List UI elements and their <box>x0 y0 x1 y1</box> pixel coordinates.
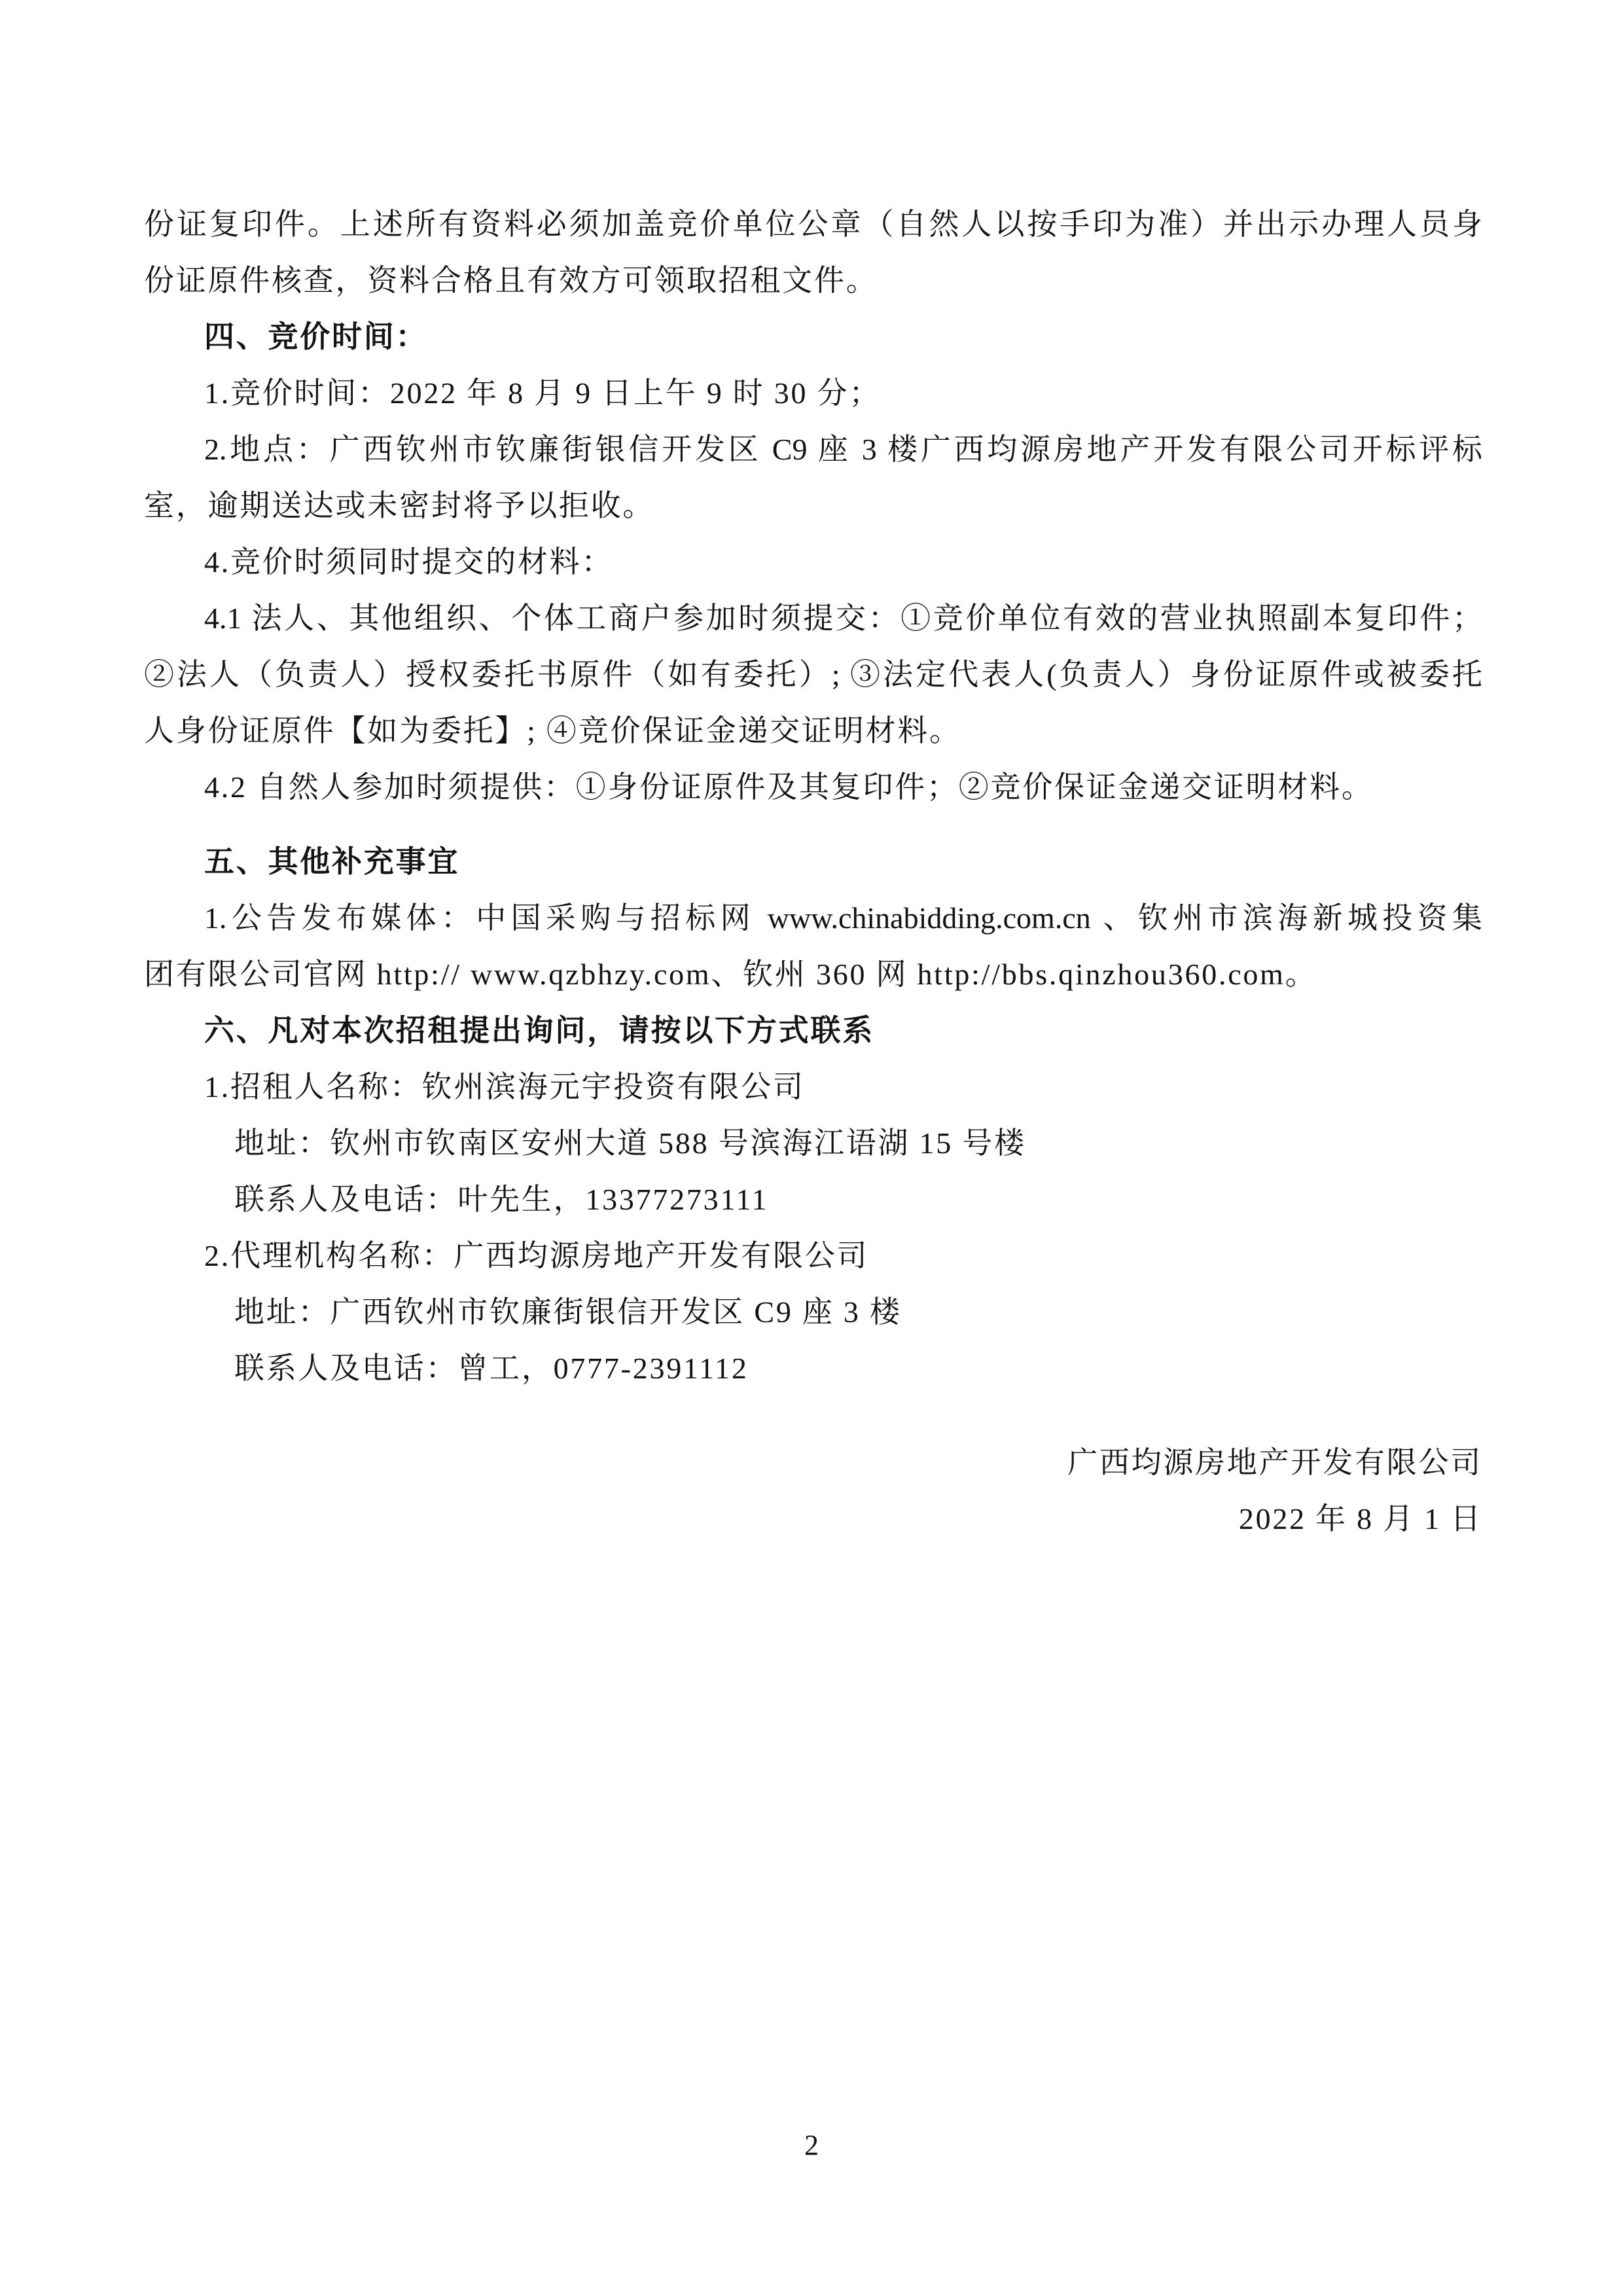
item-materials-heading: 4.竞价时须同时提交的材料： <box>204 545 614 579</box>
signature-date: 2022 年 8 月 1 日 <box>1238 1502 1482 1535</box>
section-heading-supplementary: 五、其他补充事宜 <box>204 845 460 878</box>
item-materials-legal-line-2: ②法人（负责人）授权委托书原件（如有委托）; ③法定代表人(负责人）身份证原件或被委托 <box>144 658 1482 691</box>
item-materials-legal-line-3: 人身份证原件【如为委托】; ④竞价保证金递交证明材料。 <box>144 714 961 747</box>
item-bidding-location-line-2: 室，逾期送达或未密封将予以拒收。 <box>144 489 655 522</box>
item-agency-contact-phone: 联系人及电话：曾工，0777-2391112 <box>234 1352 749 1385</box>
item-lessor-name: 1.招租人名称：钦州滨海元宇投资有限公司 <box>204 1070 805 1103</box>
document-body <box>144 196 1482 1547</box>
spacer <box>144 816 1482 834</box>
item-materials-legal-line-1: 4.1 法人、其他组织、个体工商户参加时须提交：①竞价单位有效的营业执照副本复印件； <box>204 601 1482 635</box>
item-agency-name: 2.代理机构名称：广西均源房地产开发有限公司 <box>204 1239 869 1272</box>
spacer <box>144 1397 1482 1435</box>
item-bidding-time: 1.竞价时间：2022 年 8 月 9 日上午 9 时 30 分； <box>204 376 882 410</box>
item-lessor-contact-phone: 联系人及电话：叶先生，13377273111 <box>234 1183 769 1216</box>
page-number: 2 <box>804 2129 819 2161</box>
section-heading-contact: 六、凡对本次招租提出询问，请按以下方式联系 <box>204 1014 874 1047</box>
item-bidding-location-line-1: 2.地点：广西钦州市钦廉街银信开发区 C9 座 3 楼广西均源房地产开发有限公司开标评标 <box>204 433 1482 466</box>
signature-company: 广西均源房地产开发有限公司 <box>1067 1446 1482 1479</box>
paragraph-id-copy-continuation-2: 份证原件核查，资料合格且有效方可领取招租文件。 <box>144 264 878 297</box>
item-announcement-media-line-2: 团有限公司官网 http:// www.qzbhzy.com、钦州 360 网 http://bbs.qinzhou360.com。 <box>144 958 1317 991</box>
item-agency-address: 地址：广西钦州市钦廉街银信开发区 C9 座 3 楼 <box>234 1295 902 1329</box>
item-announcement-media-line-1: 1.公告发布媒体：中国采购与招标网 www.chinabidding.com.cn 、钦州市滨海新城投资集 <box>204 901 1482 935</box>
section-heading-bidding-time: 四、竞价时间： <box>204 320 428 353</box>
paragraph-id-copy-continuation-1: 份证复印件。上述所有资料必须加盖竞价单位公章（自然人以按手印为准）并出示办理人员身 <box>144 207 1482 241</box>
item-materials-natural-person: 4.2 自然人参加时须提供：①身份证原件及其复印件；②竞价保证金递交证明材料。 <box>204 770 1374 804</box>
item-lessor-address: 地址：钦州市钦南区安州大道 588 号滨海江语湖 15 号楼 <box>234 1126 1026 1160</box>
